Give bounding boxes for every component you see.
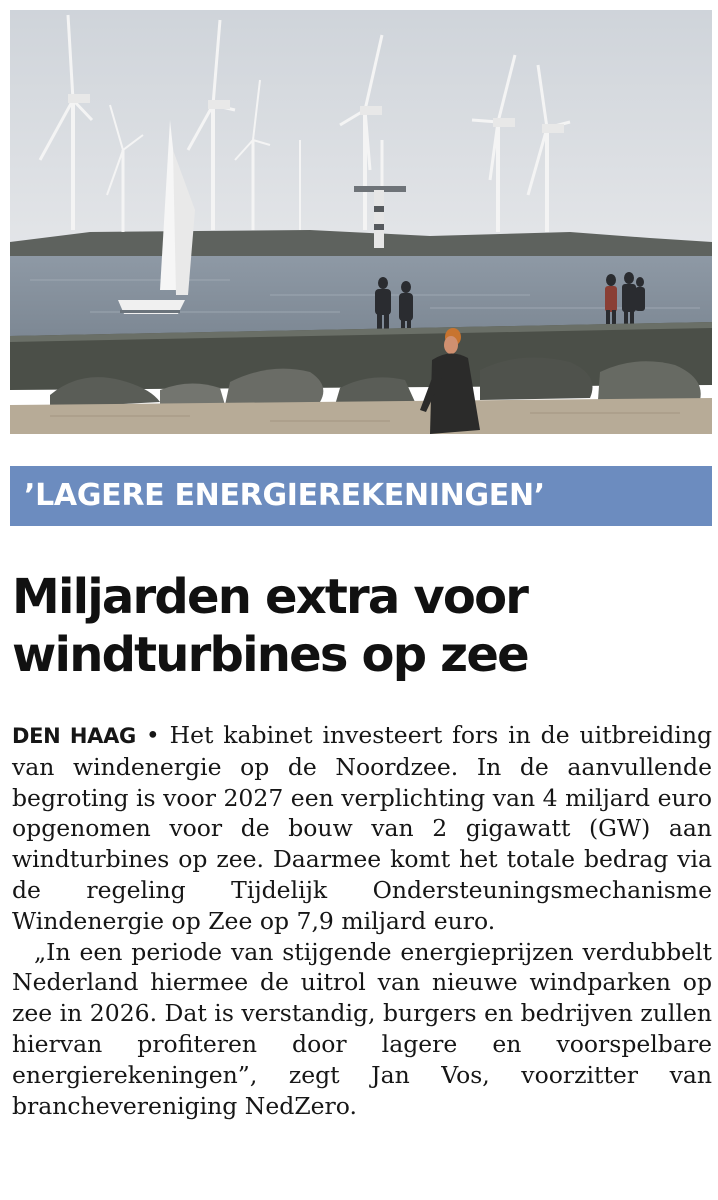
paragraph-1-text: Het kabinet investeert fors in de uitbreiding van windenergie op de Noordzee. In de aanvullende begroting is voor 2027 een verplichting van 4 miljard euro opgenomen voor de bouw van 2 gigawatt (GW) aan windturbines op zee. Daarmee komt het totale bedrag via de regeling Tijdelijk Ondersteuningsmechanisme Windenergie op Zee op 7,9 miljard euro. xyxy=(12,721,712,935)
windfarm-photo xyxy=(10,10,712,434)
article-paragraph-2: „In een periode van stijgende energieprijzen verdubbelt Nederland hiermee de uitrol van nieuwe windparken op zee in 2026. Dat is verstandig, burgers en bedrijven zullen hiervan profiteren door lagere en voorspelbare energierekeningen”, zegt Jan Vos, voorzitter van branchevereniging NedZero. xyxy=(12,937,712,1120)
article-kicker: ’LAGERE ENERGIEREKENINGEN’ xyxy=(10,466,712,526)
article-headline: Miljarden extra voor windturbines op zee xyxy=(12,569,528,683)
article-body xyxy=(12,720,712,1121)
dateline: DEN HAAG xyxy=(12,724,136,748)
article-paragraph-1 xyxy=(12,720,712,937)
dateline-separator: • xyxy=(135,721,170,749)
